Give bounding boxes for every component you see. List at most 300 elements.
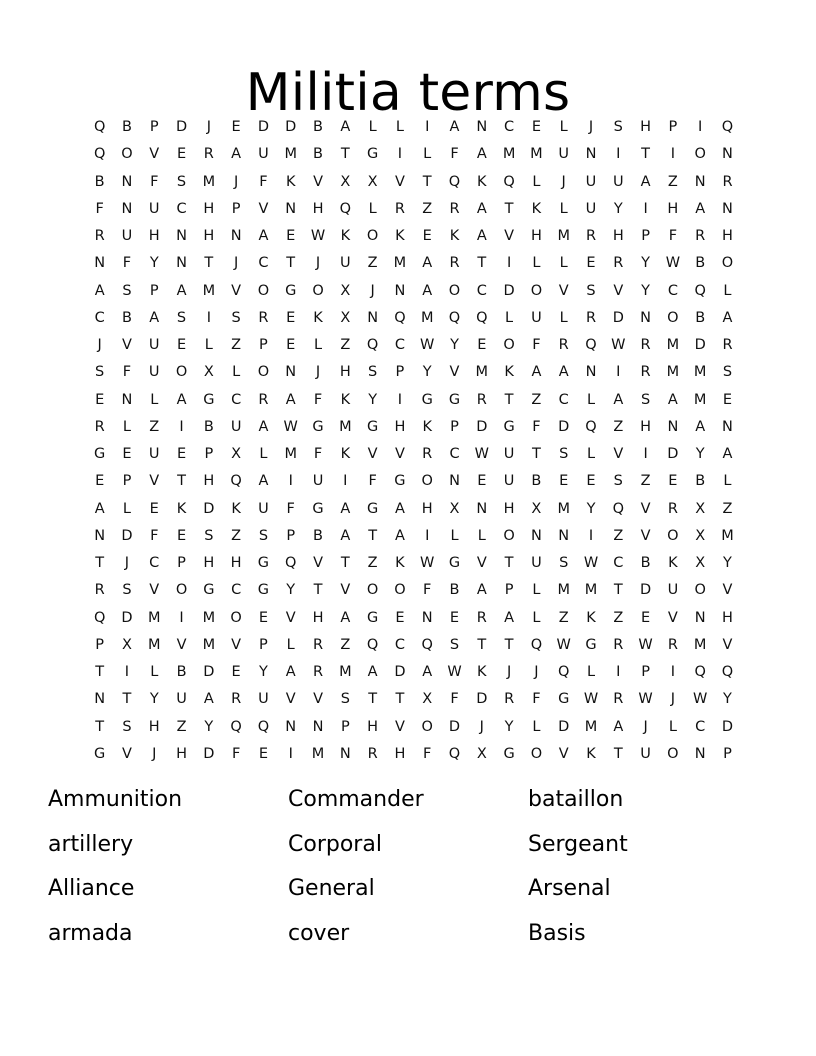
- grid-cell[interactable]: Q: [394, 309, 406, 326]
- grid-cell[interactable]: I: [397, 146, 403, 163]
- grid-cell[interactable]: Q: [612, 500, 624, 517]
- grid-cell[interactable]: L: [259, 446, 268, 462]
- grid-cell[interactable]: C: [558, 391, 569, 408]
- grid-cell[interactable]: A: [504, 609, 515, 626]
- grid-cell[interactable]: F: [122, 255, 132, 272]
- grid-cell[interactable]: Y: [450, 337, 459, 353]
- grid-cell[interactable]: R: [449, 255, 460, 272]
- grid-cell[interactable]: T: [313, 582, 323, 599]
- grid-cell[interactable]: E: [95, 473, 105, 490]
- grid-cell[interactable]: W: [474, 446, 489, 462]
- grid-cell[interactable]: M: [284, 146, 297, 163]
- grid-cell[interactable]: F: [532, 418, 541, 435]
- grid-cell[interactable]: U: [258, 146, 269, 163]
- grid-cell[interactable]: C: [504, 119, 515, 135]
- grid-cell[interactable]: G: [558, 691, 570, 708]
- grid-cell[interactable]: L: [368, 119, 377, 135]
- grid-cell[interactable]: L: [559, 309, 568, 326]
- grid-cell[interactable]: E: [586, 255, 596, 272]
- grid-cell[interactable]: Y: [641, 282, 651, 299]
- grid-cell[interactable]: A: [394, 500, 405, 517]
- grid-cell[interactable]: X: [695, 527, 706, 544]
- grid-cell[interactable]: K: [176, 500, 187, 517]
- grid-cell[interactable]: I: [343, 473, 348, 490]
- grid-cell[interactable]: D: [121, 609, 133, 626]
- grid-cell[interactable]: J: [206, 119, 211, 135]
- grid-cell[interactable]: E: [477, 337, 487, 353]
- grid-cell[interactable]: I: [288, 473, 293, 490]
- grid-cell[interactable]: I: [179, 418, 184, 435]
- grid-cell[interactable]: R: [722, 337, 733, 353]
- grid-cell[interactable]: A: [476, 228, 487, 244]
- grid-cell[interactable]: X: [449, 500, 460, 517]
- grid-cell[interactable]: P: [259, 636, 268, 653]
- grid-cell[interactable]: P: [668, 119, 678, 135]
- grid-cell[interactable]: G: [312, 418, 324, 435]
- grid-cell[interactable]: A: [722, 309, 733, 326]
- grid-cell[interactable]: T: [395, 691, 405, 708]
- grid-cell[interactable]: R: [394, 200, 405, 217]
- grid-cell[interactable]: Y: [149, 691, 159, 708]
- grid-cell[interactable]: W: [420, 555, 435, 571]
- grid-cell[interactable]: J: [479, 718, 484, 735]
- grid-cell[interactable]: O: [366, 228, 379, 244]
- grid-cell[interactable]: K: [504, 364, 514, 381]
- grid-cell[interactable]: V: [613, 282, 624, 299]
- grid-cell[interactable]: E: [176, 337, 187, 353]
- grid-cell[interactable]: J: [370, 282, 375, 299]
- grid-cell[interactable]: M: [420, 309, 434, 326]
- grid-cell[interactable]: A: [258, 418, 269, 435]
- grid-cell[interactable]: Q: [93, 146, 106, 163]
- grid-cell[interactable]: S: [722, 364, 733, 381]
- grid-cell[interactable]: S: [122, 282, 132, 299]
- grid-cell[interactable]: T: [368, 691, 378, 708]
- grid-cell[interactable]: Z: [231, 527, 242, 544]
- grid-cell[interactable]: O: [175, 364, 188, 381]
- grid-cell[interactable]: A: [531, 364, 542, 381]
- grid-cell[interactable]: D: [476, 691, 488, 708]
- grid-cell[interactable]: B: [640, 555, 651, 571]
- grid-cell[interactable]: B: [176, 664, 187, 680]
- grid-cell[interactable]: V: [394, 173, 405, 190]
- grid-cell[interactable]: G: [366, 418, 379, 435]
- grid-cell[interactable]: Z: [340, 636, 351, 653]
- grid-cell[interactable]: K: [422, 418, 432, 435]
- grid-cell[interactable]: O: [366, 582, 379, 599]
- grid-cell[interactable]: H: [367, 718, 379, 735]
- grid-cell[interactable]: B: [121, 119, 132, 135]
- grid-cell[interactable]: T: [504, 636, 514, 653]
- grid-cell[interactable]: M: [147, 636, 161, 653]
- grid-cell[interactable]: G: [285, 282, 297, 299]
- grid-cell[interactable]: S: [231, 309, 241, 326]
- grid-cell[interactable]: L: [423, 146, 432, 163]
- grid-cell[interactable]: F: [95, 200, 104, 217]
- grid-cell[interactable]: T: [531, 446, 541, 462]
- grid-cell[interactable]: N: [722, 418, 733, 435]
- grid-cell[interactable]: E: [176, 527, 187, 544]
- grid-cell[interactable]: H: [203, 200, 215, 217]
- grid-cell[interactable]: O: [530, 745, 543, 762]
- grid-cell[interactable]: L: [505, 309, 514, 326]
- grid-cell[interactable]: D: [694, 337, 706, 353]
- grid-cell[interactable]: T: [368, 527, 378, 544]
- grid-cell[interactable]: C: [667, 282, 678, 299]
- grid-cell[interactable]: F: [231, 745, 241, 762]
- grid-cell[interactable]: L: [150, 664, 159, 680]
- grid-cell[interactable]: T: [95, 555, 105, 571]
- grid-cell[interactable]: C: [176, 200, 187, 217]
- grid-cell[interactable]: G: [503, 745, 515, 762]
- grid-cell[interactable]: I: [616, 146, 621, 163]
- grid-cell[interactable]: M: [202, 636, 216, 653]
- grid-cell[interactable]: A: [449, 119, 460, 135]
- grid-cell[interactable]: L: [586, 446, 596, 462]
- grid-cell[interactable]: O: [694, 582, 706, 599]
- grid-cell[interactable]: C: [476, 282, 487, 299]
- grid-cell[interactable]: U: [148, 364, 160, 381]
- grid-cell[interactable]: H: [203, 473, 215, 490]
- grid-cell[interactable]: U: [312, 473, 324, 490]
- grid-cell[interactable]: I: [206, 309, 211, 326]
- grid-cell[interactable]: O: [448, 282, 461, 299]
- grid-cell[interactable]: S: [586, 282, 596, 299]
- grid-cell[interactable]: R: [613, 255, 624, 272]
- grid-cell[interactable]: F: [122, 364, 132, 381]
- grid-cell[interactable]: R: [667, 500, 678, 517]
- grid-cell[interactable]: L: [532, 173, 541, 190]
- grid-cell[interactable]: S: [613, 473, 623, 490]
- grid-cell[interactable]: A: [94, 500, 105, 517]
- grid-cell[interactable]: U: [531, 555, 542, 571]
- grid-cell[interactable]: M: [666, 364, 680, 381]
- grid-cell[interactable]: K: [531, 200, 542, 217]
- grid-cell[interactable]: L: [477, 527, 486, 544]
- grid-cell[interactable]: V: [558, 745, 569, 762]
- grid-cell[interactable]: X: [340, 173, 351, 190]
- grid-cell[interactable]: Q: [366, 337, 379, 353]
- grid-cell[interactable]: F: [450, 691, 459, 708]
- grid-cell[interactable]: R: [367, 745, 378, 762]
- grid-cell[interactable]: K: [586, 609, 596, 626]
- grid-cell[interactable]: K: [449, 228, 460, 244]
- grid-cell[interactable]: N: [176, 255, 187, 272]
- grid-cell[interactable]: X: [695, 500, 706, 517]
- grid-cell[interactable]: C: [149, 555, 160, 571]
- grid-cell[interactable]: J: [315, 255, 321, 272]
- grid-cell[interactable]: W: [583, 691, 599, 708]
- grid-cell[interactable]: P: [95, 636, 105, 653]
- grid-cell[interactable]: Z: [367, 555, 378, 571]
- grid-cell[interactable]: G: [257, 582, 270, 599]
- grid-cell[interactable]: G: [503, 418, 515, 435]
- grid-cell[interactable]: U: [503, 473, 515, 490]
- grid-cell[interactable]: R: [722, 173, 733, 190]
- grid-cell[interactable]: A: [176, 282, 187, 299]
- grid-cell[interactable]: S: [258, 527, 269, 544]
- grid-cell[interactable]: K: [668, 555, 678, 571]
- grid-cell[interactable]: O: [667, 745, 679, 762]
- grid-cell[interactable]: R: [667, 636, 678, 653]
- grid-cell[interactable]: A: [285, 391, 296, 408]
- grid-cell[interactable]: S: [340, 691, 350, 708]
- grid-cell[interactable]: X: [422, 691, 433, 708]
- grid-cell[interactable]: I: [124, 664, 130, 680]
- grid-cell[interactable]: F: [450, 146, 459, 163]
- grid-cell[interactable]: J: [588, 119, 594, 135]
- grid-cell[interactable]: K: [313, 309, 323, 326]
- grid-cell[interactable]: B: [203, 418, 214, 435]
- grid-cell[interactable]: L: [668, 718, 677, 735]
- grid-cell[interactable]: B: [695, 255, 706, 272]
- grid-cell[interactable]: W: [447, 664, 462, 680]
- grid-cell[interactable]: O: [257, 364, 270, 381]
- grid-cell[interactable]: L: [532, 718, 541, 735]
- grid-cell[interactable]: U: [585, 173, 597, 190]
- grid-cell[interactable]: T: [641, 146, 651, 163]
- grid-cell[interactable]: R: [449, 200, 460, 217]
- grid-cell[interactable]: E: [258, 745, 269, 762]
- grid-cell[interactable]: M: [666, 337, 680, 353]
- grid-cell[interactable]: Y: [613, 200, 623, 217]
- grid-cell[interactable]: X: [231, 446, 242, 462]
- grid-cell[interactable]: V: [149, 582, 160, 599]
- grid-cell[interactable]: O: [121, 146, 133, 163]
- grid-cell[interactable]: O: [721, 255, 734, 272]
- grid-cell[interactable]: H: [203, 228, 215, 244]
- grid-cell[interactable]: O: [421, 718, 433, 735]
- grid-cell[interactable]: O: [257, 282, 270, 299]
- grid-cell[interactable]: R: [312, 664, 324, 680]
- grid-cell[interactable]: L: [368, 200, 377, 217]
- grid-cell[interactable]: R: [203, 146, 214, 163]
- grid-cell[interactable]: C: [231, 391, 242, 408]
- grid-cell[interactable]: W: [611, 337, 626, 353]
- grid-cell[interactable]: O: [421, 473, 433, 490]
- grid-cell[interactable]: Z: [367, 255, 378, 272]
- grid-cell[interactable]: E: [449, 609, 460, 626]
- grid-cell[interactable]: D: [203, 664, 215, 680]
- grid-cell[interactable]: C: [94, 309, 105, 326]
- grid-cell[interactable]: H: [421, 500, 433, 517]
- grid-cell[interactable]: F: [313, 391, 323, 408]
- grid-cell[interactable]: V: [121, 337, 132, 353]
- grid-cell[interactable]: P: [395, 364, 405, 381]
- grid-cell[interactable]: I: [616, 664, 621, 680]
- grid-cell[interactable]: V: [722, 636, 733, 653]
- grid-cell[interactable]: Q: [366, 636, 379, 653]
- grid-cell[interactable]: H: [612, 228, 624, 244]
- grid-cell[interactable]: A: [422, 664, 433, 680]
- grid-cell[interactable]: A: [176, 391, 187, 408]
- grid-cell[interactable]: A: [340, 500, 351, 517]
- grid-cell[interactable]: P: [149, 282, 159, 299]
- grid-cell[interactable]: Z: [340, 337, 351, 353]
- grid-cell[interactable]: V: [149, 473, 160, 490]
- grid-cell[interactable]: H: [203, 555, 215, 571]
- grid-cell[interactable]: U: [230, 418, 242, 435]
- grid-cell[interactable]: F: [150, 527, 159, 544]
- grid-cell[interactable]: Z: [667, 173, 678, 190]
- grid-cell[interactable]: D: [121, 527, 133, 544]
- grid-cell[interactable]: A: [613, 391, 624, 408]
- grid-cell[interactable]: C: [258, 255, 269, 272]
- grid-cell[interactable]: P: [259, 337, 268, 353]
- grid-cell[interactable]: W: [638, 691, 653, 708]
- grid-cell[interactable]: M: [502, 146, 516, 163]
- grid-cell[interactable]: L: [723, 473, 732, 490]
- grid-cell[interactable]: H: [530, 228, 542, 244]
- grid-cell[interactable]: Q: [448, 173, 461, 190]
- grid-cell[interactable]: N: [121, 173, 133, 190]
- grid-cell[interactable]: L: [150, 391, 159, 408]
- grid-cell[interactable]: V: [640, 527, 651, 544]
- letter-grid[interactable]: [86, 114, 734, 768]
- grid-cell[interactable]: T: [340, 555, 350, 571]
- grid-cell[interactable]: V: [558, 282, 569, 299]
- grid-cell[interactable]: U: [503, 446, 515, 462]
- grid-cell[interactable]: D: [476, 418, 488, 435]
- grid-cell[interactable]: M: [475, 364, 489, 381]
- grid-cell[interactable]: H: [667, 200, 679, 217]
- grid-cell[interactable]: A: [476, 582, 487, 599]
- grid-cell[interactable]: F: [150, 173, 159, 190]
- grid-cell[interactable]: Y: [723, 691, 732, 708]
- grid-cell[interactable]: D: [503, 282, 515, 299]
- grid-cell[interactable]: R: [695, 228, 706, 244]
- grid-cell[interactable]: N: [230, 228, 242, 244]
- grid-cell[interactable]: O: [175, 582, 188, 599]
- grid-cell[interactable]: A: [613, 718, 624, 735]
- grid-cell[interactable]: E: [231, 119, 241, 135]
- grid-cell[interactable]: P: [504, 582, 514, 599]
- grid-cell[interactable]: H: [640, 418, 652, 435]
- grid-cell[interactable]: Q: [257, 718, 270, 735]
- grid-cell[interactable]: N: [722, 200, 733, 217]
- grid-cell[interactable]: Q: [557, 664, 570, 680]
- grid-cell[interactable]: L: [559, 255, 568, 272]
- grid-cell[interactable]: X: [695, 555, 706, 571]
- grid-cell[interactable]: R: [476, 609, 487, 626]
- grid-cell[interactable]: M: [693, 364, 707, 381]
- grid-cell[interactable]: E: [122, 446, 132, 462]
- grid-cell[interactable]: Q: [476, 309, 488, 326]
- grid-cell[interactable]: E: [422, 228, 432, 244]
- grid-cell[interactable]: F: [259, 173, 268, 190]
- grid-cell[interactable]: K: [586, 745, 596, 762]
- grid-cell[interactable]: Y: [368, 391, 378, 408]
- grid-cell[interactable]: A: [340, 609, 351, 626]
- grid-cell[interactable]: S: [95, 364, 105, 381]
- grid-cell[interactable]: L: [395, 119, 404, 135]
- grid-cell[interactable]: I: [588, 527, 594, 544]
- grid-cell[interactable]: M: [202, 173, 216, 190]
- grid-cell[interactable]: G: [366, 146, 379, 163]
- grid-cell[interactable]: T: [477, 255, 487, 272]
- grid-cell[interactable]: T: [340, 146, 350, 163]
- grid-cell[interactable]: R: [422, 446, 433, 462]
- grid-cell[interactable]: M: [584, 718, 598, 735]
- grid-cell[interactable]: R: [640, 364, 651, 381]
- grid-cell[interactable]: L: [532, 609, 541, 626]
- grid-cell[interactable]: V: [667, 609, 678, 626]
- grid-cell[interactable]: U: [148, 337, 160, 353]
- grid-cell[interactable]: J: [233, 173, 239, 190]
- grid-cell[interactable]: E: [149, 500, 159, 517]
- grid-cell[interactable]: A: [367, 664, 378, 680]
- grid-cell[interactable]: R: [94, 582, 105, 599]
- grid-cell[interactable]: G: [448, 391, 461, 408]
- grid-cell[interactable]: G: [94, 745, 106, 762]
- grid-cell[interactable]: I: [397, 391, 403, 408]
- grid-cell[interactable]: X: [340, 282, 351, 299]
- grid-cell[interactable]: N: [312, 718, 324, 735]
- grid-cell[interactable]: E: [176, 146, 187, 163]
- grid-cell[interactable]: Q: [530, 636, 543, 653]
- grid-cell[interactable]: U: [148, 446, 160, 462]
- grid-cell[interactable]: K: [340, 446, 351, 462]
- grid-cell[interactable]: M: [284, 446, 297, 462]
- grid-cell[interactable]: T: [613, 745, 623, 762]
- grid-cell[interactable]: I: [425, 119, 430, 135]
- grid-cell[interactable]: G: [448, 555, 461, 571]
- grid-cell[interactable]: Z: [722, 500, 733, 517]
- grid-cell[interactable]: N: [121, 200, 133, 217]
- grid-cell[interactable]: U: [640, 745, 651, 762]
- grid-cell[interactable]: O: [503, 337, 515, 353]
- grid-cell[interactable]: G: [394, 473, 406, 490]
- grid-cell[interactable]: S: [559, 446, 569, 462]
- grid-cell[interactable]: S: [613, 119, 623, 135]
- grid-cell[interactable]: O: [694, 146, 706, 163]
- grid-cell[interactable]: N: [94, 255, 106, 272]
- grid-cell[interactable]: K: [477, 173, 487, 190]
- grid-cell[interactable]: Z: [422, 200, 433, 217]
- grid-cell[interactable]: P: [641, 664, 650, 680]
- grid-cell[interactable]: C: [449, 446, 460, 462]
- grid-cell[interactable]: A: [340, 527, 351, 544]
- grid-cell[interactable]: U: [667, 582, 679, 599]
- grid-cell[interactable]: H: [640, 119, 652, 135]
- grid-cell[interactable]: E: [286, 228, 296, 244]
- grid-cell[interactable]: A: [285, 664, 296, 680]
- grid-cell[interactable]: W: [556, 636, 571, 653]
- grid-cell[interactable]: R: [94, 228, 105, 244]
- grid-cell[interactable]: V: [313, 555, 323, 571]
- grid-cell[interactable]: T: [177, 473, 186, 490]
- grid-cell[interactable]: B: [313, 146, 323, 163]
- grid-cell[interactable]: Z: [613, 418, 624, 435]
- grid-cell[interactable]: D: [640, 582, 652, 599]
- grid-cell[interactable]: N: [722, 146, 733, 163]
- grid-cell[interactable]: V: [504, 228, 515, 244]
- grid-cell[interactable]: Y: [149, 255, 159, 272]
- grid-cell[interactable]: T: [122, 691, 132, 708]
- grid-cell[interactable]: P: [286, 527, 296, 544]
- grid-cell[interactable]: F: [286, 500, 295, 517]
- grid-cell[interactable]: V: [121, 745, 132, 762]
- grid-cell[interactable]: Y: [259, 664, 268, 680]
- grid-cell[interactable]: R: [585, 228, 597, 244]
- grid-cell[interactable]: E: [559, 473, 569, 490]
- grid-cell[interactable]: M: [530, 146, 543, 163]
- grid-cell[interactable]: X: [340, 309, 351, 326]
- grid-cell[interactable]: G: [203, 391, 215, 408]
- grid-cell[interactable]: T: [504, 200, 514, 217]
- grid-cell[interactable]: T: [95, 664, 105, 680]
- grid-cell[interactable]: V: [367, 446, 378, 462]
